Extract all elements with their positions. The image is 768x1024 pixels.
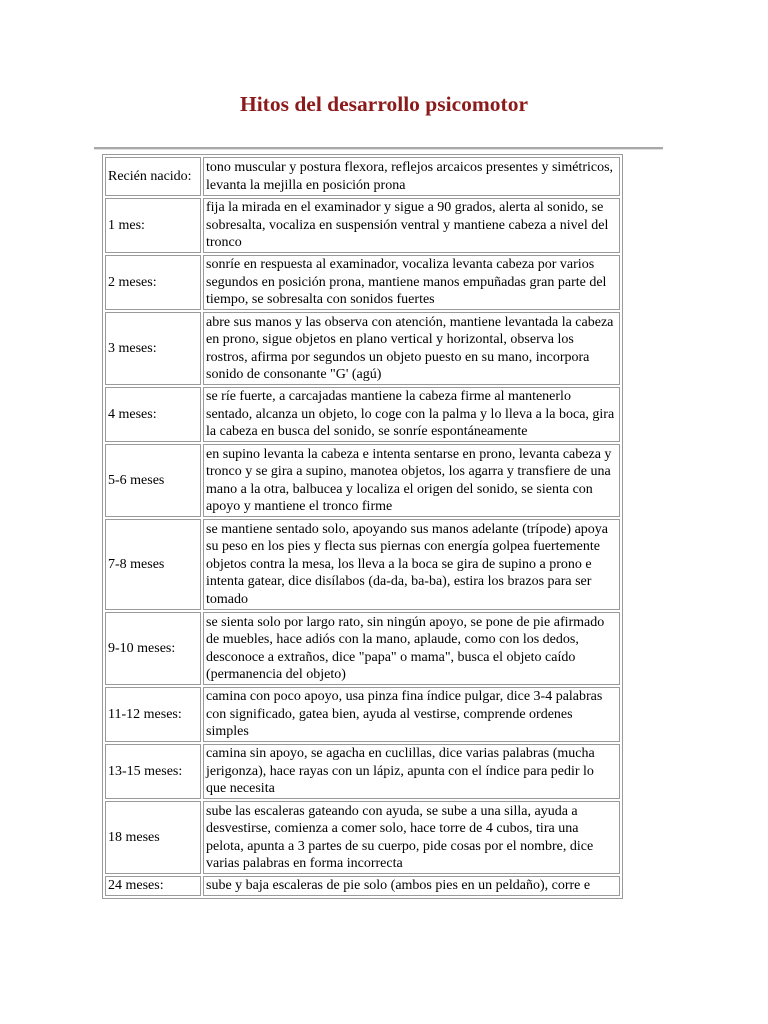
table-row — [105, 612, 620, 685]
table-row — [105, 687, 620, 742]
page-bottom-margin — [0, 926, 768, 1024]
age-cell: 11-12 meses: — [105, 687, 201, 742]
milestones-table — [102, 154, 623, 899]
description-cell: sube las escaleras gateando con ayuda, se sube a una silla, ayuda a desvestirse, comienza a comer solo, hace torre de 4 cubos, tira una pelota, apunta a 3 partes de su cuerpo, pide cosas por el nombre, dice varias palabras en forma incorrecta — [203, 801, 620, 874]
age-cell: 1 mes: — [105, 198, 201, 253]
age-cell: 3 meses: — [105, 312, 201, 385]
description-cell: abre sus manos y las observa con atención, mantiene levantada la cabeza en prono, sigue objetos en plano vertical y horizontal, observa los rostros, afirma por segundos un objeto puesto en su mano, incorpora sonido de consonante "G' (agú) — [203, 312, 620, 385]
age-cell: 5-6 meses — [105, 444, 201, 517]
age-cell: 24 meses: — [105, 876, 201, 896]
description-cell: fija la mirada en el examinador y sigue a 90 grados, alerta al sonido, se sobresalta, vocaliza en suspensión ventral y mantiene cabeza a nivel del tronco — [203, 198, 620, 253]
age-cell: Recién nacido: — [105, 157, 201, 196]
horizontal-rule — [94, 147, 663, 150]
table-row — [105, 744, 620, 799]
table-row — [105, 801, 620, 874]
age-cell: 9-10 meses: — [105, 612, 201, 685]
table-row — [105, 157, 620, 196]
table-row — [105, 876, 620, 896]
description-cell: camina con poco apoyo, usa pinza fina índice pulgar, dice 3-4 palabras con significado, gatea bien, ayuda al vestirse, comprende ordenes simples — [203, 687, 620, 742]
age-cell: 4 meses: — [105, 387, 201, 442]
table-row — [105, 312, 620, 385]
description-cell: sonríe en respuesta al examinador, vocaliza levanta cabeza por varios segundos en posición prona, mantiene manos empuñadas gran parte del tiempo, se sobresalta con sonidos fuertes — [203, 255, 620, 310]
description-cell: se ríe fuerte, a carcajadas mantiene la cabeza firme al mantenerlo sentado, alcanza un objeto, lo coge con la palma y lo lleva a la boca, gira la cabeza en busca del sonido, se sonríe espontáneamente — [203, 387, 620, 442]
table-row — [105, 198, 620, 253]
table-row — [105, 255, 620, 310]
description-cell: tono muscular y postura flexora, reflejos arcaicos presentes y simétricos, levanta la mejilla en posición prona — [203, 157, 620, 196]
description-cell: se sienta solo por largo rato, sin ningún apoyo, se pone de pie afirmado de muebles, hace adiós con la mano, aplaude, como con los dedos, desconoce a extraños, dice "papa" o mama", busca el objeto caído (permanencia del objeto) — [203, 612, 620, 685]
age-cell: 18 meses — [105, 801, 201, 874]
description-cell: sube y baja escaleras de pie solo (ambos pies en un peldaño), corre e — [203, 876, 620, 896]
table-row — [105, 519, 620, 610]
age-cell: 7-8 meses — [105, 519, 201, 610]
table-row — [105, 444, 620, 517]
table-row — [105, 387, 620, 442]
page-title: Hitos del desarrollo psicomotor — [239, 92, 529, 116]
description-cell: camina sin apoyo, se agacha en cuclillas, dice varias palabras (mucha jerigonza), hace rayas con un lápiz, apunta con el índice para pedir lo que necesita — [203, 744, 620, 799]
age-cell: 2 meses: — [105, 255, 201, 310]
age-cell: 13-15 meses: — [105, 744, 201, 799]
description-cell: en supino levanta la cabeza e intenta sentarse en prono, levanta cabeza y tronco y se gira a supino, manotea objetos, los agarra y transfiere de una mano a la otra, balbucea y localiza el origen del sonido, se sienta con apoyo y mantiene el tronco firme — [203, 444, 620, 517]
description-cell: se mantiene sentado solo, apoyando sus manos adelante (trípode) apoya su peso en los pies y flecta sus piernas con energía golpea fuertemente objetos contra la mesa, los lleva a la boca se gira de supino a prono e intenta gatear, dice disílabos (da-da, ba-ba), estira los brazos para ser tomado — [203, 519, 620, 610]
